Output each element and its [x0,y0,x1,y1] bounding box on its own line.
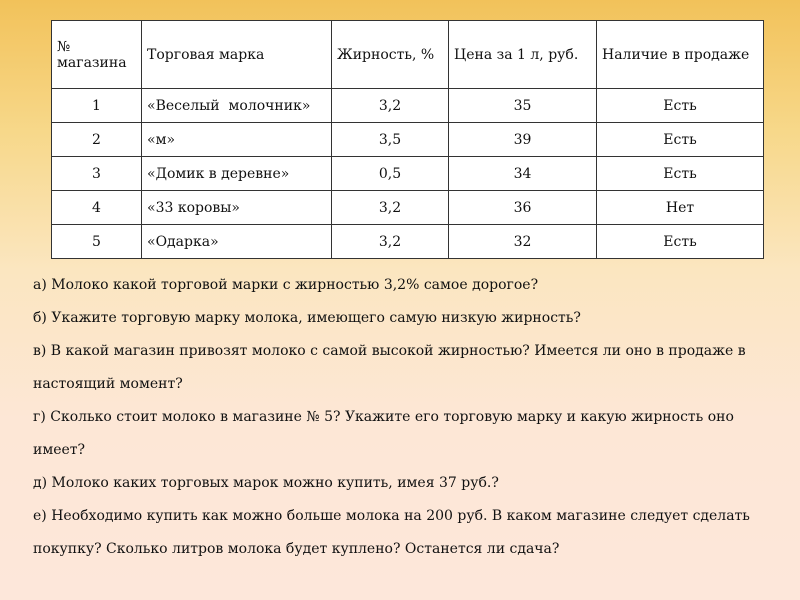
question-a: а) Молоко какой торговой марки с жирностью 3,2% самое дорогое? [33,277,539,293]
cell-brand: «33 коровы» [142,191,332,225]
cell-brand: «м» [142,123,332,157]
cell-store: 2 [52,123,142,157]
header-price: Цена за 1 л, руб. [449,21,597,89]
header-fat: Жирность, % [332,21,449,89]
table-row [52,225,764,259]
cell-price: 36 [449,191,597,225]
table-row [52,191,764,225]
table-row [52,157,764,191]
questions-list [33,269,773,566]
cell-store: 3 [52,157,142,191]
cell-brand: «Веселый молочник» [142,89,332,123]
table-header-row [52,21,764,89]
header-brand: Торговая марка [142,21,332,89]
question-d: г) Сколько стоит молоко в магазине № 5? Укажите его торговую марку и какую жирность оно имеет? [33,409,734,458]
milk-table [51,20,764,259]
cell-availability: Есть [597,225,764,259]
cell-fat: 0,5 [332,157,449,191]
cell-fat: 3,2 [332,191,449,225]
cell-fat: 3,2 [332,89,449,123]
question-f: е) Необходимо купить как можно больше молока на 200 руб. В каком магазине следует сделать покупку? Сколько литров молока будет куплено? Останется ли сдача? [33,508,750,557]
table-row [52,89,764,123]
cell-availability: Есть [597,157,764,191]
cell-price: 32 [449,225,597,259]
question-b: б) Укажите торговую марку молока, имеющего самую низкую жирность? [33,310,581,326]
cell-availability: Есть [597,89,764,123]
cell-fat: 3,5 [332,123,449,157]
header-availability: Наличие в продаже [597,21,764,89]
cell-brand: «Домик в деревне» [142,157,332,191]
cell-store: 1 [52,89,142,123]
cell-price: 34 [449,157,597,191]
cell-price: 35 [449,89,597,123]
cell-store: 5 [52,225,142,259]
cell-fat: 3,2 [332,225,449,259]
question-e: д) Молоко каких торговых марок можно купить, имея 37 руб.? [33,475,499,491]
cell-availability: Нет [597,191,764,225]
cell-price: 39 [449,123,597,157]
cell-store: 4 [52,191,142,225]
question-c: в) В какой магазин привозят молоко с самой высокой жирностью? Имеется ли оно в продаже в настоящий момент? [33,343,746,392]
cell-availability: Есть [597,123,764,157]
cell-brand: «Одарка» [142,225,332,259]
table-row [52,123,764,157]
header-store-number: № магазина [52,21,142,89]
